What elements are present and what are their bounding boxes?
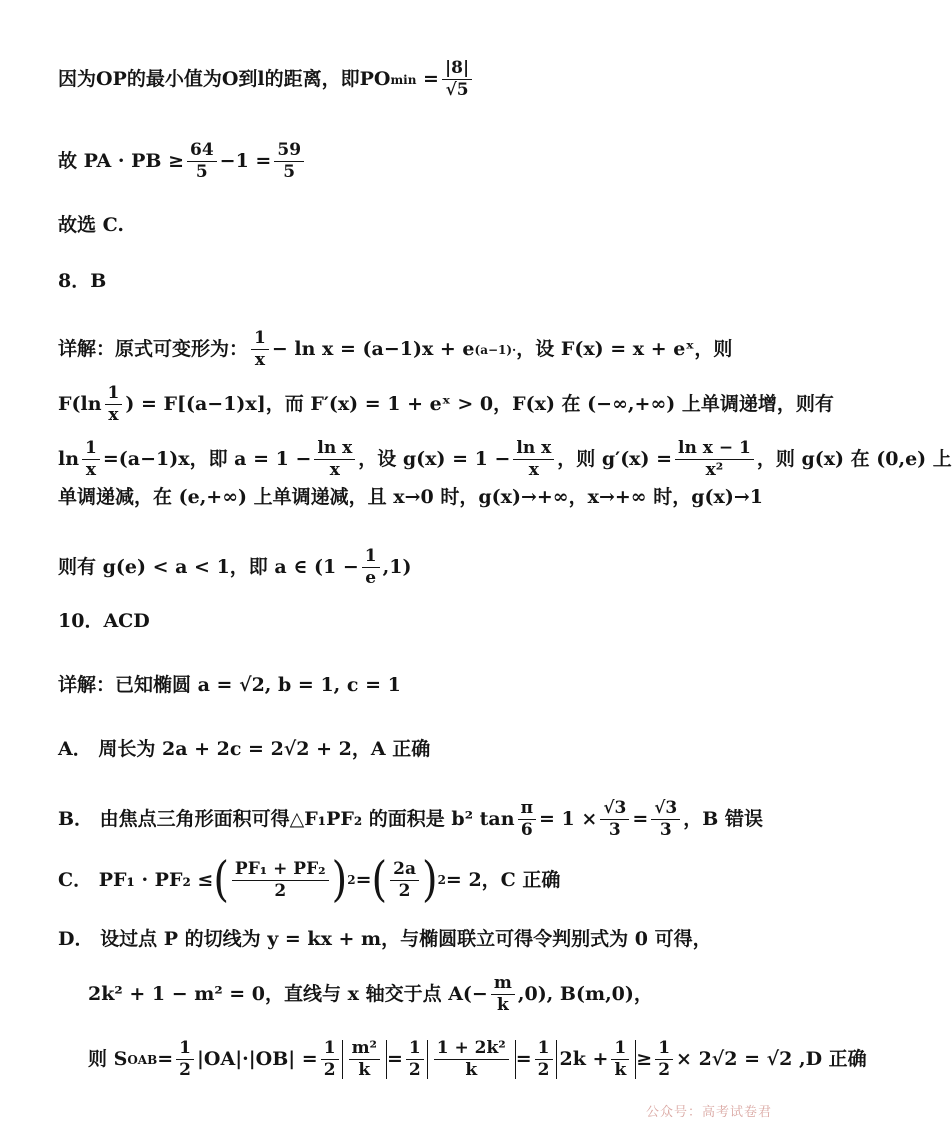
fraction xyxy=(82,440,100,479)
line-q8-gx xyxy=(58,440,952,479)
numerator: √3 xyxy=(651,800,680,820)
absolute-value xyxy=(342,1040,387,1079)
text: B． 由焦点三角形面积可得△F₁PF₂ 的面积是 b² tan xyxy=(58,808,515,830)
fraction xyxy=(349,1040,380,1079)
denominator: 2 xyxy=(274,880,287,901)
numerator: 1 xyxy=(655,1040,673,1060)
line-option-d-area xyxy=(88,1040,867,1079)
absolute-value xyxy=(427,1040,516,1079)
numerator: 1 xyxy=(82,440,100,460)
fraction xyxy=(362,548,380,587)
numerator: 1 xyxy=(611,1040,629,1060)
denominator: 2 xyxy=(658,1060,671,1080)
text: = xyxy=(515,1048,532,1070)
fraction xyxy=(390,858,419,901)
text: ，设 g(x) = 1 − xyxy=(358,448,511,470)
subscript: OAB xyxy=(127,1052,158,1067)
text: ,1) xyxy=(382,556,412,578)
fraction xyxy=(251,330,269,369)
denominator: 2 xyxy=(179,1060,192,1080)
denominator: 2 xyxy=(323,1060,336,1080)
text: 2k² + 1 − m² = 0，直线与 x 轴交于点 A(− xyxy=(88,983,488,1005)
denominator: k xyxy=(614,1060,627,1080)
numerator: π xyxy=(518,800,536,820)
numerator: 59 xyxy=(274,142,304,162)
denominator: 6 xyxy=(520,820,533,840)
denominator: x² xyxy=(705,460,724,480)
text: ln xyxy=(58,448,80,470)
superscript: 2 xyxy=(347,873,356,887)
text: = xyxy=(632,808,649,830)
denominator: √5 xyxy=(445,80,469,100)
line-op-min: 因为OP的最小值为O到l的距离，即PO min = $\frac{|8|}{√5}$ xyxy=(58,60,475,99)
denominator: e xyxy=(365,568,377,588)
text: 单调递减，在 (e,+∞) 上单调递减，且 x→0 时，g(x)→+∞，x→+∞ 时，g(x)→1 xyxy=(58,486,763,508)
text: 则 S xyxy=(88,1048,128,1070)
numerator: ln x − 1 xyxy=(675,440,754,460)
denominator: x xyxy=(329,460,340,480)
fraction xyxy=(655,1040,673,1079)
text: 因为OP的最小值为O到l的距离，即PO xyxy=(58,68,391,90)
text: ，则 g′(x) = xyxy=(557,448,673,470)
numerator: ln x xyxy=(314,440,355,460)
fraction xyxy=(187,142,217,181)
text: ，设 F(x) = x + eˣ，则 xyxy=(516,338,733,360)
fraction xyxy=(434,1040,509,1079)
text: 故选 C. xyxy=(58,214,125,236)
paren: ( xyxy=(371,852,388,908)
text: C． PF₁ · PF₂ ≤ xyxy=(58,868,214,891)
text: ，B 错误 xyxy=(683,808,763,830)
fraction xyxy=(274,142,304,181)
denominator: x xyxy=(108,405,119,425)
denominator: x xyxy=(85,460,97,480)
denominator: 2 xyxy=(537,1060,550,1080)
text: = xyxy=(157,1048,174,1070)
fraction xyxy=(518,800,536,839)
numerator: 1 xyxy=(406,1040,424,1060)
denominator: 2 xyxy=(398,880,411,901)
numerator: PF₁ + PF₂ xyxy=(232,861,329,881)
denominator: 3 xyxy=(608,820,621,840)
numerator: √3 xyxy=(600,800,629,820)
paren: ) xyxy=(331,852,348,908)
text: 10．ACD xyxy=(58,610,150,632)
fraction xyxy=(513,440,554,479)
paren: ( xyxy=(213,852,229,908)
numerator: m² xyxy=(349,1040,380,1060)
line-q10-ellipse xyxy=(58,676,401,695)
line-q8-limits xyxy=(58,488,763,507)
numerator: 1 xyxy=(105,385,123,405)
denominator: 5 xyxy=(283,162,296,182)
numerator: 2a xyxy=(390,861,419,881)
denominator: 2 xyxy=(408,1060,421,1080)
text: = 2，C 正确 xyxy=(445,868,561,891)
line-option-c xyxy=(58,852,561,908)
text: 则有 g(e) < a < 1，即 a ∈ (1 − xyxy=(58,556,359,578)
text: ,0), B(m,0)， xyxy=(517,983,653,1005)
question-10-answer xyxy=(58,612,150,631)
text: ) = F[(a−1)x]，而 F′(x) = 1 + eˣ > 0，F(x) 在 (−∞,+∞) 上单调递增，则有 xyxy=(125,393,834,415)
denominator: k xyxy=(465,1060,478,1080)
text: = 1 × xyxy=(539,808,598,830)
numerator: 1 xyxy=(321,1040,339,1060)
fraction xyxy=(232,858,329,901)
numerator: 1 xyxy=(535,1040,553,1060)
fraction xyxy=(675,440,754,479)
text: 8．B xyxy=(58,270,107,292)
text: A． 周长为 2a + 2c = 2√2 + 2，A 正确 xyxy=(58,738,431,760)
line-q8-range xyxy=(58,548,411,587)
line-option-d-discriminant xyxy=(88,975,653,1014)
text: |OA|·|OB| = xyxy=(197,1048,318,1070)
numerator: 64 xyxy=(187,142,217,162)
denominator: 3 xyxy=(659,820,672,840)
text: × 2√2 = √2 ,D 正确 xyxy=(676,1048,867,1070)
denominator: k xyxy=(358,1060,371,1080)
text: ，则 g(x) 在 (0,e) 上 xyxy=(756,448,952,470)
line-q8-monotonic xyxy=(58,385,834,424)
numerator: 1 xyxy=(362,548,380,568)
numerator: |8| xyxy=(442,60,472,80)
numerator: m xyxy=(491,975,515,995)
denominator: 5 xyxy=(195,162,208,182)
fraction xyxy=(406,1040,424,1079)
absolute-value xyxy=(556,1040,637,1079)
numerator: 1 xyxy=(251,330,269,350)
fraction xyxy=(651,800,680,839)
fraction xyxy=(105,385,123,424)
numerator: 1 + 2k² xyxy=(434,1040,509,1060)
line-option-b xyxy=(58,800,763,839)
fraction xyxy=(314,440,355,479)
fraction xyxy=(176,1040,194,1079)
denominator: x xyxy=(254,350,265,370)
text: F(ln xyxy=(58,393,102,415)
text: = xyxy=(387,1048,403,1070)
line-q8-transform xyxy=(58,330,732,369)
text: 2k + xyxy=(559,1048,609,1070)
text: =(a−1)x，即 a = 1 − xyxy=(102,448,312,470)
text: 详解：原式可变形为： xyxy=(58,338,249,360)
denominator: k xyxy=(496,995,509,1015)
text: − ln x = (a−1)x + e xyxy=(271,338,475,360)
fraction xyxy=(491,975,515,1014)
fraction xyxy=(600,800,629,839)
text: 故 PA · PB ≥ xyxy=(58,150,184,172)
denominator: x xyxy=(528,460,539,480)
watermark: 公众号：高考试卷君 xyxy=(645,1105,772,1120)
numerator: ln x xyxy=(513,440,554,460)
subscript: min xyxy=(390,72,417,87)
text: = xyxy=(355,868,372,891)
paren: ) xyxy=(421,852,438,908)
line-option-d xyxy=(58,930,712,949)
fraction xyxy=(535,1040,553,1079)
text: ≥ xyxy=(636,1048,653,1070)
line-dot-product xyxy=(58,142,307,181)
superscript: 2 xyxy=(437,873,446,887)
text: D． 设过点 P 的切线为 y = kx + m，与椭圆联立可得令判别式为 0 可得， xyxy=(58,928,712,950)
fraction xyxy=(611,1040,629,1079)
text: −1 = xyxy=(219,150,272,172)
question-8-answer xyxy=(58,272,106,291)
numerator: 1 xyxy=(176,1040,194,1060)
text: 详解：已知椭圆 a = √2, b = 1, c = 1 xyxy=(58,674,401,696)
superscript: (a−1)· xyxy=(474,342,517,357)
line-option-a xyxy=(58,740,430,759)
fraction xyxy=(321,1040,339,1079)
line-choose-c xyxy=(58,216,124,235)
fraction xyxy=(442,60,472,99)
